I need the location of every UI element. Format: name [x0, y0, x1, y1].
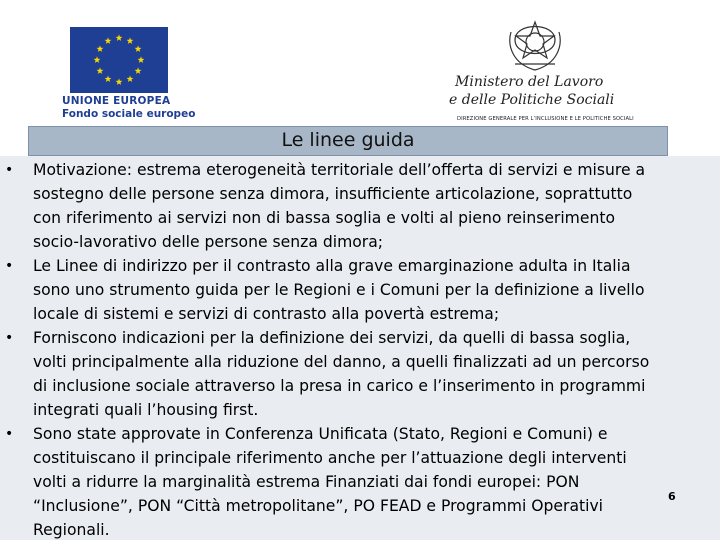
bullet-item — [6, 158, 662, 254]
eu-star-icon — [94, 56, 101, 63]
bullet-text: Forniscono indicazioni per la definizione dei servizi, da quelli di bassa soglia, volti principalmente alla riduzione del danno, a quelli finalizzati ad un percorso di inclusione sociale attraverso la presa in carico e l’inserimento in programmi integrati quali l’housing first. — [33, 329, 650, 419]
eu-star-icon — [116, 78, 123, 85]
eu-logo-line2: Fondo sociale europeo — [62, 108, 196, 120]
eu-logo-line1: UNIONE EUROPEA — [62, 95, 171, 107]
title-bar — [28, 126, 668, 156]
bullet-list — [6, 158, 662, 542]
bullet-item — [6, 254, 662, 326]
eu-star-icon — [127, 37, 134, 44]
bullet-icon: • — [5, 162, 14, 178]
eu-star-icon — [116, 34, 123, 41]
bullet-item — [6, 422, 662, 542]
bullet-icon: • — [5, 258, 14, 274]
eu-logo — [62, 27, 196, 120]
italian-emblem-icon — [505, 10, 565, 74]
ministry-direction: DIREZIONE GENERALE PER L’INCLUSIONE E LE POLITICHE SOCIALI — [457, 116, 634, 122]
eu-star-icon — [97, 45, 104, 52]
eu-star-icon — [127, 75, 134, 82]
bullet-text: Motivazione: estrema eterogeneità territoriale dell’offerta di servizi e misure a sostegno delle persone senza dimora, insufficiente articolazione, soprattutto con riferimento ai servizi non di bassa soglia e volti al pieno reinserimento socio-lavorativo delle persone senza dimora; — [33, 161, 646, 251]
bullet-text: Le Linee di indirizzo per il contrasto alla grave emarginazione adulta in Italia sono uno strumento guida per le Regioni e i Comuni per la definizione a livello locale di sistemi e servizi di contrasto alla povertà estrema; — [33, 257, 645, 323]
eu-star-icon — [135, 45, 142, 52]
eu-star-icon — [105, 75, 112, 82]
bullet-icon: • — [5, 330, 14, 346]
bullet-text: Sono state approvate in Conferenza Unificata (Stato, Regioni e Comuni) e costituiscano il principale riferimento anche per l’attuazione degli interventi volti a ridurre la marginalità estrema Finanziati dai fondi europei: PON “Inclusione”, PON “Città metropolitane”, PO FEAD e Programmi Operativi Regionali. — [33, 425, 627, 539]
eu-flag-icon — [70, 27, 168, 93]
slide-content — [0, 156, 720, 540]
bullet-icon: • — [5, 426, 14, 442]
eu-star-icon — [105, 37, 112, 44]
slide-title: Le linee guida — [281, 129, 415, 151]
bullet-item — [6, 326, 662, 422]
ministry-logo — [449, 10, 665, 122]
eu-star-icon — [97, 67, 104, 74]
ministry-line1: Ministero del Lavoro — [455, 74, 604, 90]
ministry-line2: e delle Politiche Sociali — [449, 92, 615, 108]
eu-star-icon — [138, 56, 145, 63]
page-number: 6 — [668, 490, 676, 503]
eu-stars — [70, 27, 168, 93]
eu-star-icon — [135, 67, 142, 74]
